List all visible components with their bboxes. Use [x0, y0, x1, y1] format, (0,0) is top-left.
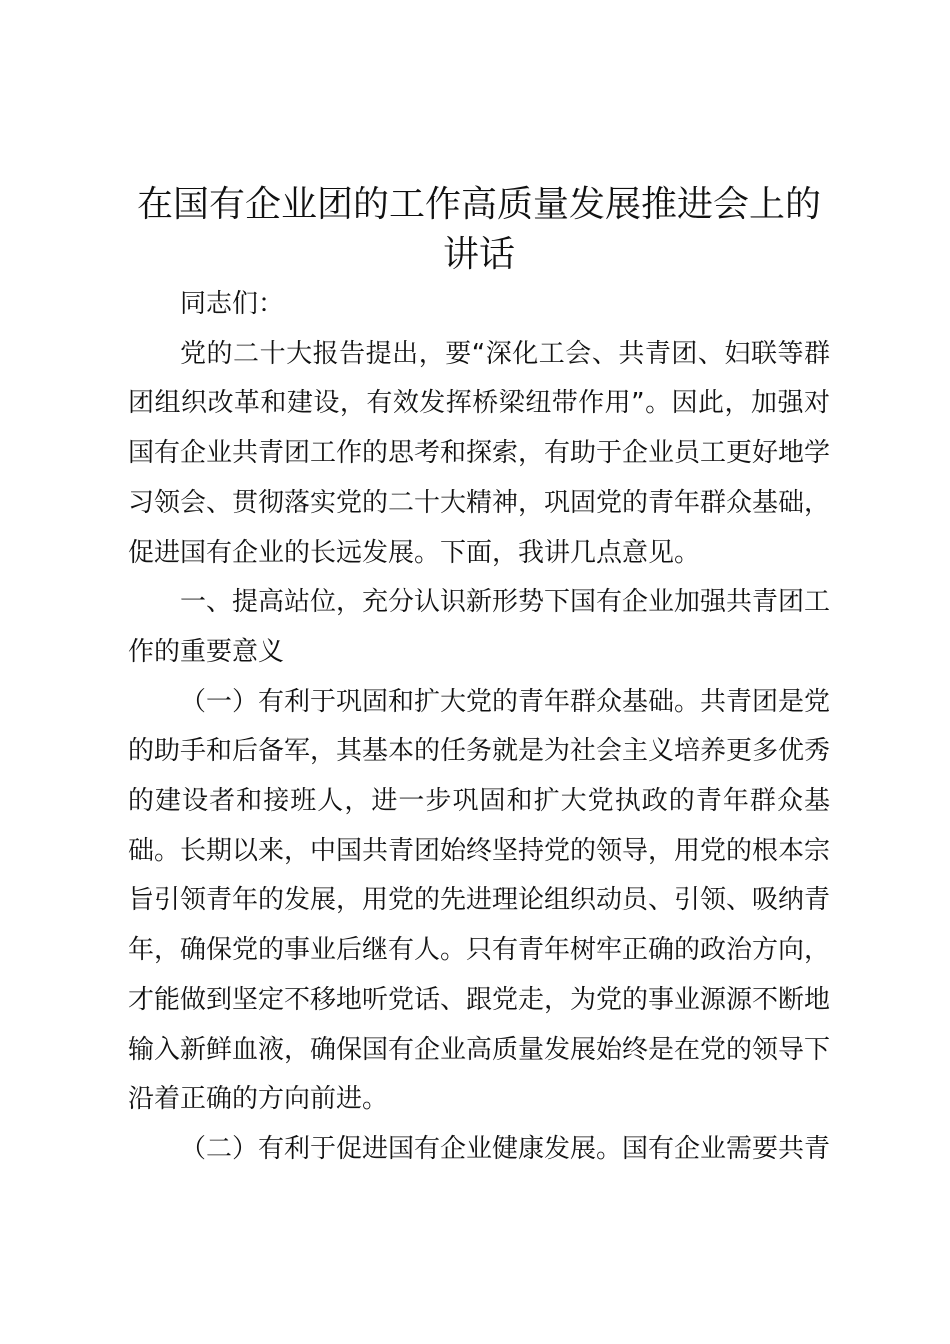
subsection-paragraph-two: （二）有利于促进国有企业健康发展。国有企业需要共青	[180, 1133, 831, 1164]
document-title: 在国有企业团的工作高质量发展推进会上的讲话	[136, 184, 821, 275]
salutation-paragraph: 同志们：	[180, 289, 285, 319]
subsection-paragraph-one: （一）有利于巩固和扩大党的青年群众基础。共青团是党的助手和后备军，其基本的任务就是为社会主义培养更多优秀的建设者和接班人，进一步巩固和扩大党执政的青年群众基础。长期以来，中国共青团始终坚持党的领导，用党的根本宗旨引领青年的发展，用党的先进理论组织动员、引领、吸纳青年，确保党的事业后继有人。只有青年树牢正确的政治方向，才能做到坚定不移地听党话、跟党走，为党的事业源源不断地输入新鲜血液，确保国有企业高质量发展始终是在党的领导下沿着正确的方向前进。	[128, 686, 831, 1115]
intro-paragraph: 党的二十大报告提出，要“深化工会、共青团、妇联等群团组织改革和建设，有效发挥桥梁纽带作用”。因此，加强对国有企业共青团工作的思考和探索，有助于企业员工更好地学习领会、贯彻落实党的二十大精神，巩固党的青年群众基础，促进国有企业的长远发展。下面，我讲几点意见。	[128, 338, 831, 568]
section-heading-one: 一、提高站位，充分认识新形势下国有企业加强共青团工作的重要意义	[128, 587, 831, 667]
document-body	[128, 280, 830, 1175]
